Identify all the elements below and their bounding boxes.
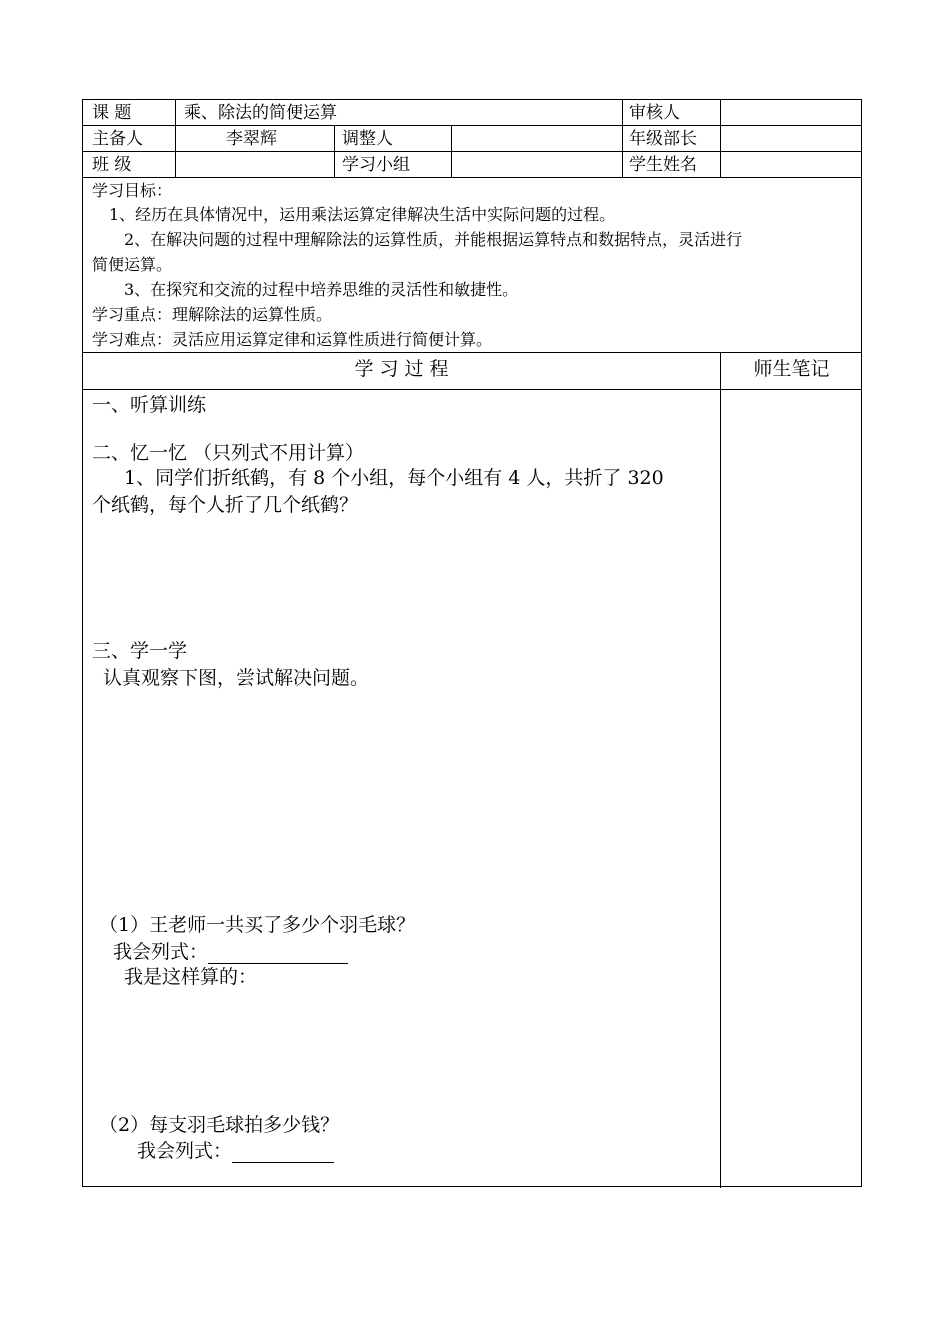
- col-divider: [622, 100, 623, 177]
- objective-item-2-cont: 简便运算。: [92, 255, 173, 274]
- student-name-label: 学生姓名: [629, 155, 697, 175]
- subquestion-1: （1）王老师一共买了多少个羽毛球？: [99, 914, 416, 936]
- col-divider: [720, 100, 721, 177]
- recall-question-line-1: 1、同学们折纸鹤，有 8 个小组，每个小组有 4 人，共折了 320: [124, 467, 664, 489]
- objective-item-2: 2、在解决问题的过程中理解除法的运算性质，并能根据运算特点和数据特点，灵活进行: [124, 230, 743, 249]
- formula-line-2: [137, 1139, 334, 1163]
- row-divider: [83, 125, 861, 126]
- key-point: 学习重点：理解除法的运算性质。: [92, 305, 333, 324]
- subquestion-2: （2）每支羽毛球拍多少钱？: [99, 1114, 340, 1136]
- adjuster-label: 调整人: [342, 129, 393, 149]
- preparer-value: 李翠辉: [226, 129, 277, 149]
- topic-label: 课 题: [92, 103, 132, 123]
- class-label: 班 级: [92, 155, 132, 175]
- objective-item-3: 3、在探究和交流的过程中培养思维的灵活性和敏捷性。: [124, 280, 519, 299]
- col-divider: [334, 125, 335, 177]
- section-recall: 二、忆一忆 （只列式不用计算）: [92, 442, 365, 464]
- row-divider: [83, 151, 861, 152]
- grade-head-label: 年级部长: [629, 129, 697, 149]
- lesson-plan-table: [82, 99, 862, 1187]
- col-divider: [451, 125, 452, 177]
- formula-label: 我会列式：: [137, 1140, 233, 1162]
- process-title: 学 习 过 程: [354, 358, 449, 380]
- reviewer-label: 审核人: [629, 103, 680, 123]
- notes-title: 师生笔记: [753, 358, 830, 380]
- row-divider: [83, 352, 861, 353]
- recall-question-line-2: 个纸鹤，每个人折了几个纸鹤？: [92, 494, 359, 516]
- topic-value: 乘、除法的简便运算: [184, 103, 337, 123]
- col-divider: [720, 352, 721, 1188]
- col-divider: [175, 100, 176, 177]
- difficulty: 学习难点：灵活应用运算定律和运算性质进行简便计算。: [92, 330, 493, 349]
- preparer-label: 主备人: [92, 129, 143, 149]
- row-divider: [83, 177, 861, 178]
- group-label: 学习小组: [342, 155, 410, 175]
- formula-line-1: [113, 940, 348, 964]
- observe-instruction: 认真观察下图，尝试解决问题。: [103, 667, 370, 689]
- answer-blank[interactable]: [232, 1144, 334, 1163]
- formula-label: 我会列式：: [113, 941, 209, 963]
- calc-label: 我是这样算的：: [124, 966, 258, 988]
- objective-item-1: 1、经历在具体情况中，运用乘法运算定律解决生活中实际问题的过程。: [109, 205, 616, 224]
- section-learn: 三、学一学: [92, 640, 188, 662]
- answer-blank[interactable]: [208, 945, 348, 964]
- row-divider: [83, 389, 861, 390]
- section-listening: 一、听算训练: [92, 394, 207, 416]
- objectives-title: 学习目标：: [92, 181, 173, 200]
